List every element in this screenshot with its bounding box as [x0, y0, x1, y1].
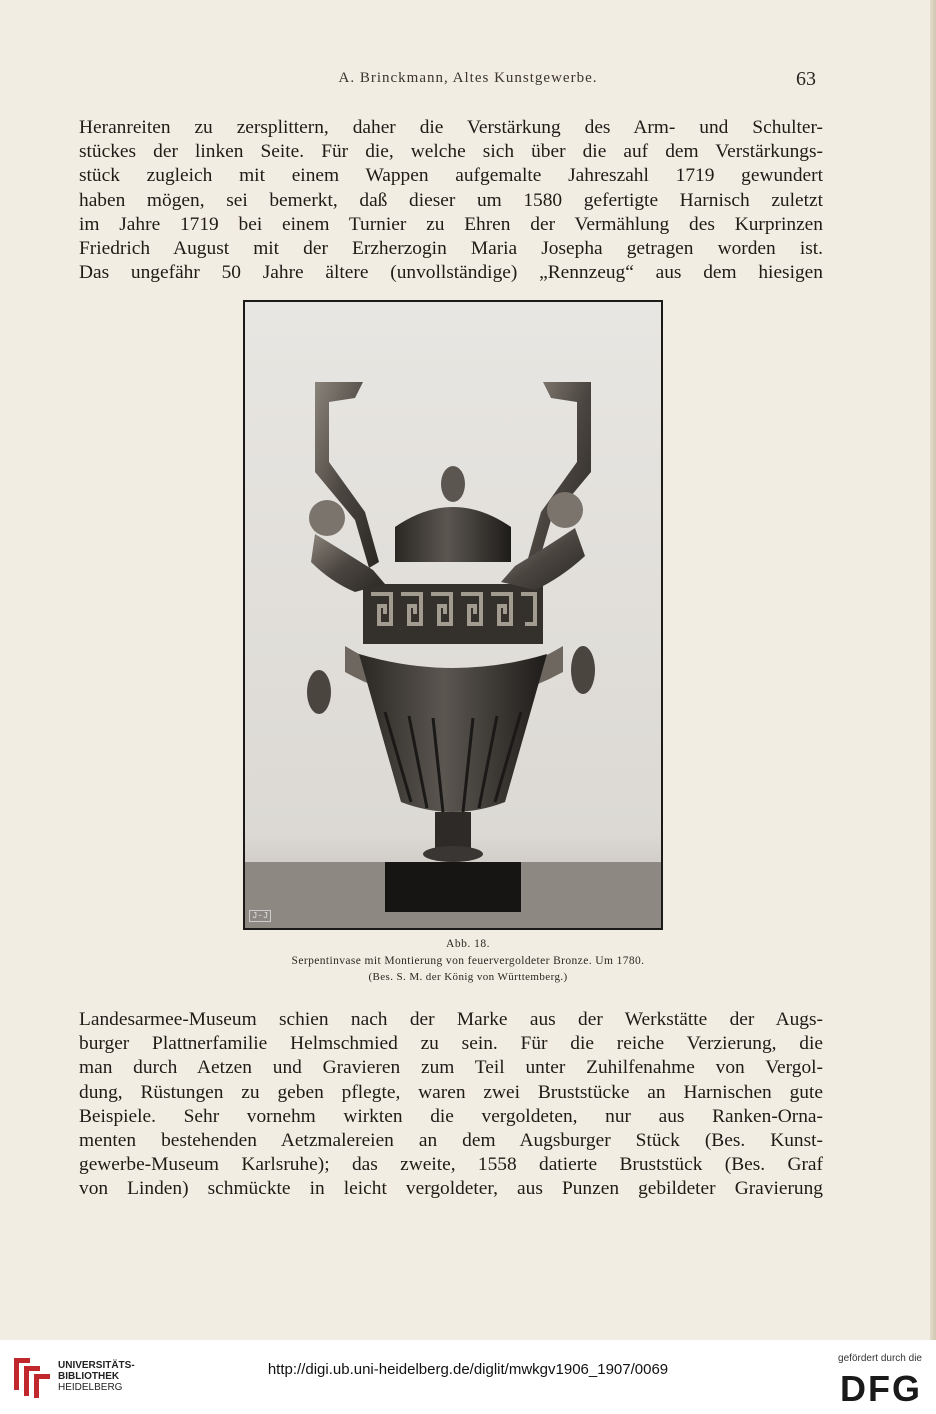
text-line: haben mögen, sei bemerkt, daß dieser um 1580 gefertigte Harnisch zuletzt: [79, 189, 823, 211]
text-line: stückes der linken Seite. Für die, welche sich über die auf dem Verstärkungs-: [79, 141, 823, 163]
text-line: Friedrich August mit der Erzherzogin Maria Josepha getragen worden ist.: [79, 238, 823, 260]
text-line: gewerbe-Museum Karlsruhe); das zweite, 1558 datierte Bruststück (Bes. Graf: [79, 1154, 823, 1176]
page-edge: [930, 0, 936, 1340]
dfg-logo: DFG: [840, 1368, 922, 1409]
text-line: burger Plattnerfamilie Helmschmied zu sein. Für die reiche Verzierung, die: [79, 1033, 823, 1055]
vase-photograph: [243, 300, 663, 930]
text-line: man durch Aetzen und Gravieren zum Teil unter Zuhilfenahme von Vergol-: [79, 1057, 823, 1079]
text-line: Beispiele. Sehr vornehm wirkten die vergoldeten, nur aus Ranken-Orna-: [79, 1105, 823, 1127]
paragraph-top: [79, 116, 823, 285]
text-line: von Linden) schmückte in leicht vergoldeter, aus Punzen gebildeter Gravierung: [79, 1178, 823, 1200]
photo-mark: J-J: [249, 910, 271, 922]
library-name-line: BIBLIOTHEK: [58, 1371, 120, 1382]
vase-illustration: [245, 302, 661, 928]
text-line: stück zugleich mit einem Wappen aufgemalte Jahreszahl 1719 gewundert: [79, 165, 823, 187]
figure-label: Abb. 18.: [446, 938, 490, 950]
text-line: Heranreiten zu zersplittern, daher die Verstärkung des Arm- und Schulter-: [79, 117, 823, 138]
text-line: menten bestehenden Aetzmalereien an dem Augsburger Stück (Bes. Kunst-: [79, 1130, 823, 1152]
library-name-line: HEIDELBERG: [58, 1382, 123, 1393]
text-line: Das ungefähr 50 Jahre ältere (unvollständige) „Rennzeug“ aus dem hiesigen: [79, 262, 823, 284]
footer-bar: [0, 1340, 936, 1414]
page-number: 63: [796, 68, 816, 90]
figure-owner: (Bes. S. M. der König von Württemberg.): [368, 971, 568, 983]
text-line: dung, Rüstungen zu geben pflegte, waren zwei Bruststücke an Harnischen gute: [79, 1081, 823, 1103]
funding-note: gefördert durch die: [838, 1353, 922, 1364]
digital-copy-link[interactable]: http://digi.ub.uni-heidelberg.de/diglit/mwkgv1906_1907/0069: [267, 1361, 669, 1378]
text-line: im Jahre 1719 bei einem Turnier zu Ehren der Vermählung des Kurprinzen: [79, 213, 823, 235]
paragraph-bottom: [79, 1008, 823, 1202]
figure-caption: Serpentinvase mit Montierung von feuervergoldeter Bronze. Um 1780.: [291, 955, 645, 967]
library-name-line: UNIVERSITÄTS-: [58, 1360, 135, 1371]
text-line: Landesarmee-Museum schien nach der Marke aus der Werkstätte der Augs-: [79, 1009, 823, 1030]
running-head: A. Brinckmann, Altes Kunstgewerbe.: [338, 70, 598, 86]
